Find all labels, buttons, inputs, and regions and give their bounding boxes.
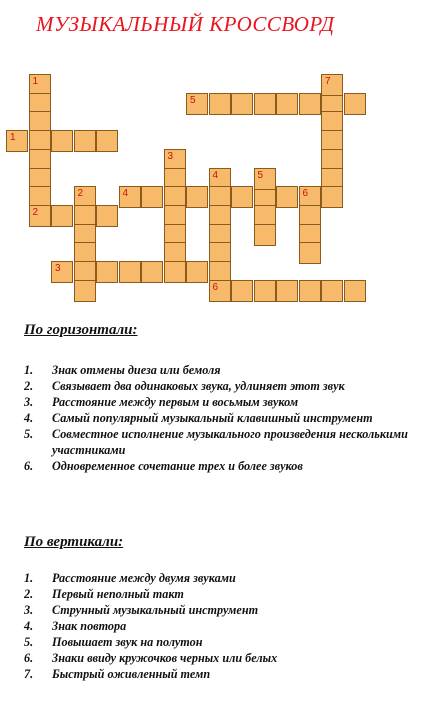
list-item: 2. Первый неполный такт [24, 587, 184, 601]
crossword-cell [141, 261, 163, 283]
crossword-cell [186, 261, 208, 283]
crossword-cell [209, 93, 231, 115]
crossword-cell [51, 130, 73, 152]
crossword-cell [29, 205, 51, 227]
crossword-cell [96, 205, 118, 227]
crossword-cell [119, 261, 141, 283]
clue-number: 4 [122, 188, 129, 200]
crossword-cell [164, 261, 186, 283]
list-item: 4. Знак повтора [24, 619, 127, 633]
crossword-cell [254, 224, 276, 246]
list-item: 7. Быстрый оживленный темп [24, 667, 211, 681]
horizontal-heading: По горизонтали: [24, 322, 138, 338]
vertical-clues [24, 570, 419, 682]
crossword-cell [254, 93, 276, 115]
crossword-cell [276, 186, 298, 208]
clue-number: 2 [77, 188, 84, 200]
list-item: 6. Знаки ввиду кружочков черных или белых [24, 651, 278, 665]
list-item: 3. Струнный музыкальный инструмент [24, 603, 259, 617]
crossword-cell [231, 93, 253, 115]
crossword-cell [6, 130, 28, 152]
list-item: 3. Расстояние между первым и восьмым звуком [24, 395, 299, 409]
crossword-cell [141, 186, 163, 208]
crossword-cell [74, 130, 96, 152]
crossword-cell [96, 130, 118, 152]
clue-number: 4 [212, 169, 219, 181]
clue-number: 5 [190, 94, 196, 106]
clue-number: 1 [32, 76, 39, 87]
list-item: 1. Знак отмены диеза или бемоля [24, 363, 221, 377]
list-item: 6. Одновременное сочетание трех и более звуков [24, 459, 303, 473]
clue-number: 1 [10, 132, 16, 144]
crossword-title: МУЗЫКАЛЬНЫЙ КРОССВОРД [36, 12, 335, 36]
vertical-heading: По вертикали: [24, 534, 124, 550]
crossword-cell [231, 186, 253, 208]
crossword-cell [186, 93, 208, 115]
list-item: 5. Повышает звук на полутон [24, 635, 203, 649]
clue-number: 6 [212, 281, 219, 293]
crossword-cell [254, 168, 276, 190]
crossword-cell [321, 186, 343, 208]
crossword-cell [344, 93, 366, 115]
crossword-cell [299, 280, 321, 302]
crossword-cell [276, 280, 298, 302]
crossword-cell [51, 261, 73, 283]
crossword-cell [344, 280, 366, 302]
crossword-cell [74, 280, 96, 302]
crossword-cell [119, 186, 141, 208]
clue-number: 5 [257, 169, 264, 181]
crossword-cell [276, 93, 298, 115]
crossword-grid [0, 0, 430, 300]
crossword-cell [321, 280, 343, 302]
clue-number: 2 [32, 206, 39, 218]
clue-number: 3 [55, 263, 61, 274]
crossword-cell [321, 74, 343, 96]
crossword-cell [209, 280, 231, 302]
crossword-cell [231, 280, 253, 302]
list-item: 5. Совместное исполнение музыкального произведения несколькими участниками [24, 427, 408, 457]
crossword-cell [254, 280, 276, 302]
clue-number: 3 [167, 150, 174, 162]
clue-number: 7 [325, 76, 331, 87]
list-item: 4. Самый популярный музыкальный клавишный инструмент [24, 411, 373, 425]
crossword-cell [96, 261, 118, 283]
list-item: 1. Расстояние между двумя звуками [24, 571, 236, 585]
horizontal-clues [24, 362, 419, 474]
crossword-cell [299, 93, 321, 115]
crossword-cell [51, 205, 73, 227]
list-item: 2. Связывает два одинаковых звука, удлиняет этот звук [24, 379, 345, 393]
crossword-cell [299, 242, 321, 264]
crossword-cell [186, 186, 208, 208]
clue-number: 6 [302, 188, 309, 200]
